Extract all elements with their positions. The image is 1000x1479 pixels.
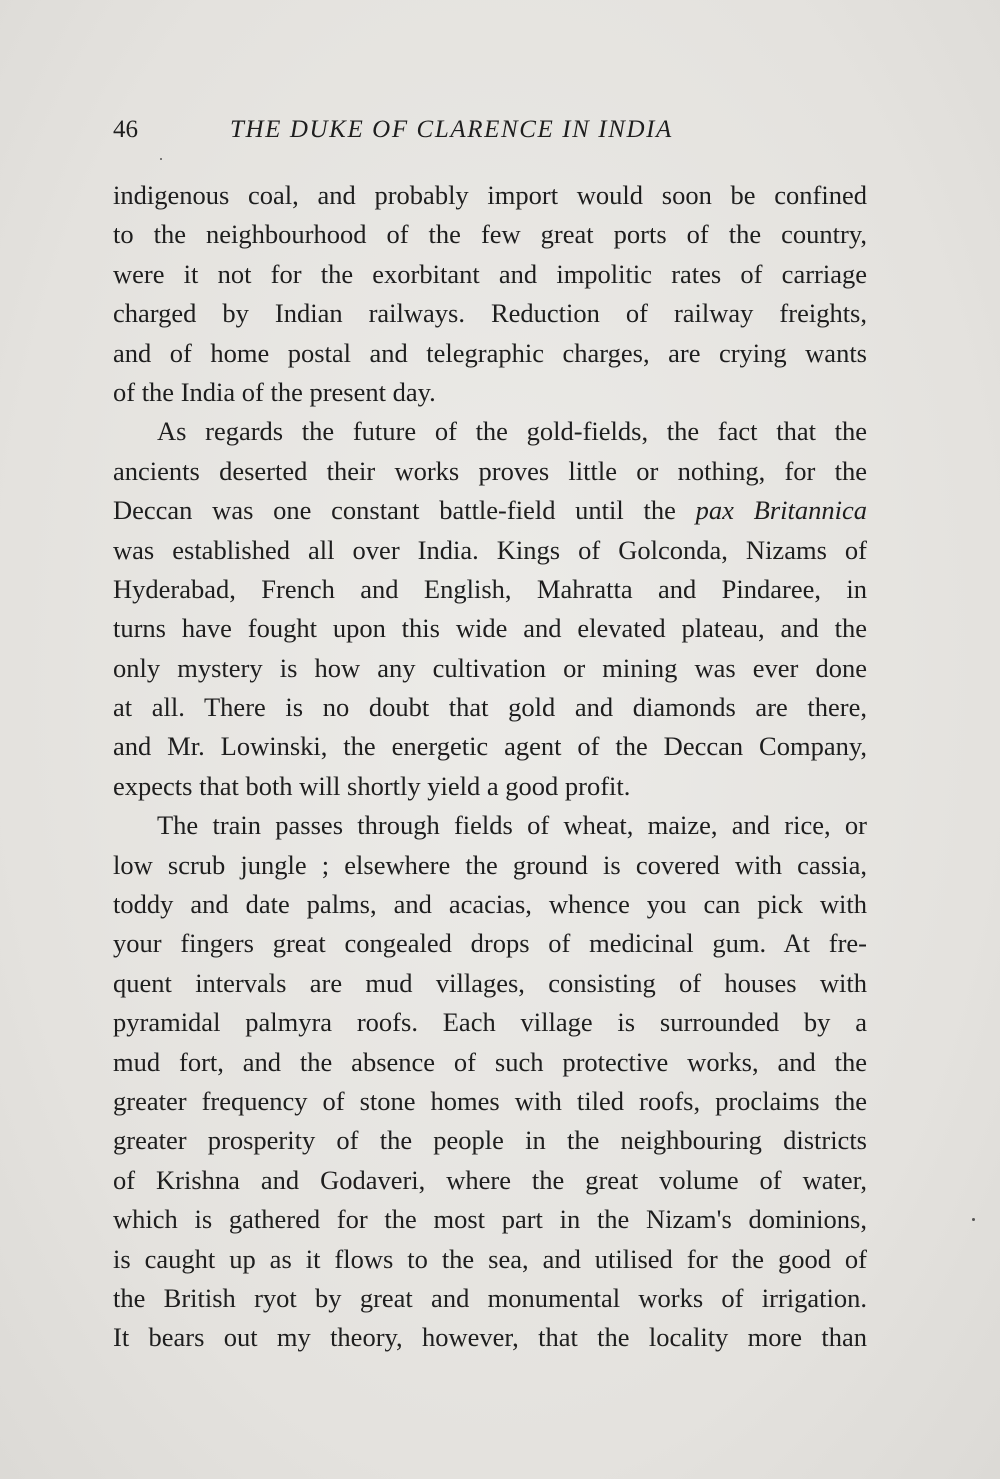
text-line: only mystery is how any cultivation or mining was ever done — [113, 652, 867, 683]
text-line: It bears out my theory, however, that the locality more than — [113, 1322, 867, 1353]
text-line: which is gathered for the most part in the Nizam's dominions, — [113, 1204, 867, 1235]
text-line: greater prosperity of the people in the neighbouring districts — [113, 1125, 867, 1156]
paragraph-start-line: As regards the future of the gold-fields, the fact that the — [157, 416, 867, 447]
text-line: low scrub jungle ; elsewhere the ground is covered with cassia, — [113, 849, 867, 880]
text-line: to the neighbourhood of the few great ports of the country, — [113, 219, 867, 250]
text-line: greater frequency of stone homes with tiled roofs, proclaims the — [113, 1085, 867, 1116]
text-line: quent intervals are mud villages, consisting of houses with — [113, 967, 867, 998]
text-line: pyramidal palmyra roofs. Each village is surrounded by a — [113, 1007, 867, 1038]
page-number: 46 — [113, 116, 138, 143]
text-line: toddy and date palms, and acacias, whence you can pick with — [113, 889, 867, 920]
text-line: mud fort, and the absence of such protective works, and the — [113, 1046, 867, 1077]
text-line: of Krishna and Godaveri, where the great volume of water, — [113, 1164, 867, 1195]
text-line: was established all over India. Kings of Golconda, Nizams of — [113, 534, 867, 565]
text-line: Hyderabad, French and English, Mahratta and Pindaree, in — [113, 573, 867, 604]
paper-speck — [160, 158, 162, 160]
text-line: your fingers great congealed drops of medicinal gum. At fre- — [113, 928, 867, 959]
text-line: turns have fought upon this wide and elevated plateau, and the — [113, 613, 867, 644]
running-title: THE DUKE OF CLARENCE IN INDIA — [230, 116, 673, 143]
text-line: the British ryot by great and monumental works of irrigation. — [113, 1282, 867, 1313]
text-line: ancients deserted their works proves little or nothing, for the — [113, 455, 867, 486]
text-line: were it not for the exorbitant and impolitic rates of carriage — [113, 258, 867, 289]
paper-speck — [972, 1218, 975, 1221]
text-line: indigenous coal, and probably import would soon be confined — [113, 180, 867, 210]
text-fragment: Deccan was one constant battle-field until the — [113, 495, 696, 526]
text-line: and Mr. Lowinski, the energetic agent of the Deccan Company, — [113, 731, 867, 762]
text-line: expects that both will shortly yield a good profit. — [113, 770, 631, 801]
text-line: of the India of the present day. — [113, 376, 436, 407]
text-line: at all. There is no doubt that gold and diamonds are there, — [113, 692, 867, 723]
body-text — [113, 176, 867, 1358]
text-line: and of home postal and telegraphic charges, are crying wants — [113, 337, 867, 368]
text-line: is caught up as it flows to the sea, and utilised for the good of — [113, 1243, 867, 1274]
running-head — [113, 112, 873, 148]
text-line: charged by Indian railways. Reduction of railway freights, — [113, 298, 867, 329]
paragraph-start-line: The train passes through fields of wheat, maize, and rice, or — [157, 810, 867, 841]
latin-phrase: pax Britannica — [695, 495, 867, 526]
text-line — [113, 491, 867, 530]
